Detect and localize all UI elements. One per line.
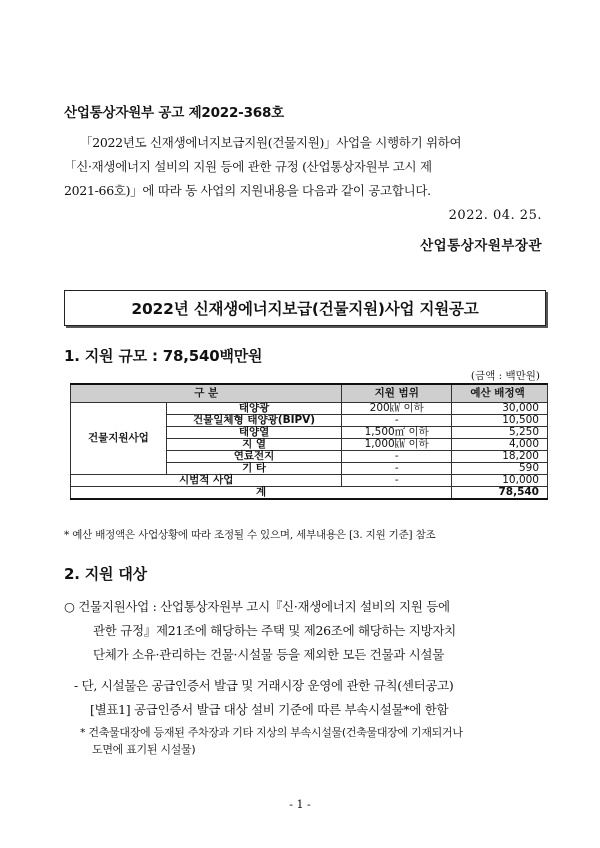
group-label: 건물지원사업 <box>71 402 167 474</box>
bullet-line-3: 단체가 소유·관리하는 건물·시설물 등을 제외한 모든 건물과 시설물 <box>93 647 444 662</box>
row-amount: 4,000 <box>452 438 548 450</box>
table-header-row <box>71 384 548 402</box>
total-label: 계 <box>71 486 452 499</box>
row-name: 기 타 <box>166 462 342 474</box>
row-amount: 10,500 <box>452 414 548 426</box>
intro-line-3: 2021-66호)」에 따라 동 사업의 지원내용을 다음과 같이 공고합니다. <box>64 183 431 198</box>
row-range: 1,000㎾ 이하 <box>342 438 452 450</box>
pilot-amount: 10,000 <box>452 474 548 486</box>
notice-number: 산업통상자원부 공고 제2022-368호 <box>64 105 285 121</box>
pilot-name: 시범적 사업 <box>71 474 342 486</box>
table-row <box>71 402 548 414</box>
row-range: - <box>342 414 452 426</box>
document-title: 2022년 신재생에너지보급(건물지원)사업 지원공고 <box>64 290 546 326</box>
row-amount: 590 <box>452 462 548 474</box>
bullet-line-2: 관한 규정』제21조에 해당하는 주택 및 제26조에 해당하는 지방자치 <box>93 623 456 638</box>
dash-line-1: - 단, 시설물은 공급인증서 발급 및 거래시장 운영에 관한 규칙(센터공고) <box>74 678 454 693</box>
intro-line-2: 「신·재생에너지 설비의 지원 등에 관한 규정 (산업통상자원부 고시 제 <box>64 159 432 174</box>
row-name: 태양열 <box>166 426 342 438</box>
footnote-line-2: 도면에 표기된 시설물) <box>92 743 196 756</box>
row-range: 200㎾ 이하 <box>342 402 452 414</box>
col-header-amount: 예산 배정액 <box>452 384 548 402</box>
table-note: * 예산 배정액은 사업상황에 따라 조정될 수 있으며, 세부내용은 [3. 지원 기준] 참조 <box>64 529 436 541</box>
row-range: - <box>342 462 452 474</box>
page-number: - 1 - <box>289 798 311 811</box>
notice-date: 2022. 04. 25. <box>448 208 542 223</box>
row-name: 건물일체형 태양광(BIPV) <box>166 414 342 426</box>
row-amount: 30,000 <box>452 402 548 414</box>
budget-table <box>70 383 548 500</box>
col-header-range: 지원 범위 <box>342 384 452 402</box>
row-name: 지 열 <box>166 438 342 450</box>
issuer-name: 산업통상자원부장관 <box>420 238 542 254</box>
row-name: 태양광 <box>166 402 342 414</box>
footnote-line-1: * 건축물대장에 등재된 주차장과 기타 지상의 부속시설물(건축물대장에 기재되거나 <box>80 726 463 739</box>
section-1-heading: 1. 지원 규모 : 78,540백만원 <box>64 347 263 365</box>
section-2-heading: 2. 지원 대상 <box>64 565 147 583</box>
total-amount: 78,540 <box>452 486 548 499</box>
table-row <box>71 474 548 486</box>
row-name: 연료전지 <box>166 450 342 462</box>
intro-line-1: 「2022년도 신재생에너지보급지원(건물지원)」사업을 시행하기 위하여 <box>80 135 462 150</box>
row-amount: 5,250 <box>452 426 548 438</box>
unit-label: (금액 : 백만원) <box>470 370 540 382</box>
bullet-line-1: ○ 건물지원사업 : 산업통상자원부 고시『신·재생에너지 설비의 지원 등에 <box>64 599 450 614</box>
row-amount: 18,200 <box>452 450 548 462</box>
col-header-category: 구 분 <box>71 384 342 402</box>
pilot-range: - <box>342 474 452 486</box>
dash-line-2: [별표1] 공급인증서 발급 대상 설비 기준에 따른 부속시설물*에 한함 <box>90 702 449 717</box>
row-range: - <box>342 450 452 462</box>
total-row <box>71 486 548 499</box>
row-range: 1,500㎡ 이하 <box>342 426 452 438</box>
